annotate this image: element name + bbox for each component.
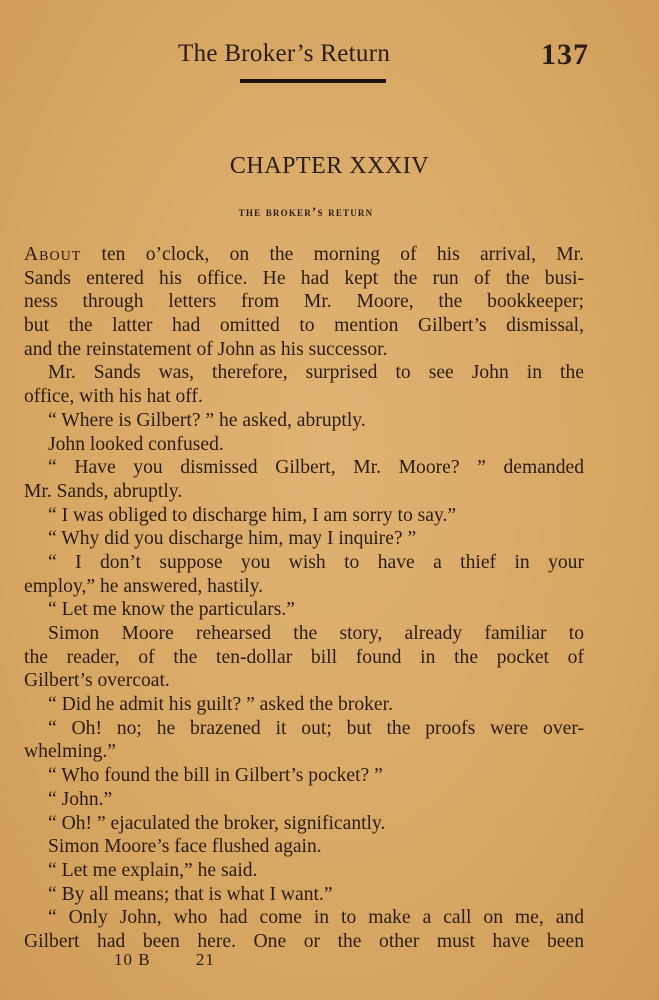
line-text: Simon Moore rehearsed the story, already familiar to bbox=[48, 623, 584, 644]
signature-right: 21 bbox=[195, 950, 215, 969]
text-line bbox=[24, 243, 584, 267]
line-text: “ I was obliged to discharge him, I am sorry to say.” bbox=[48, 504, 457, 526]
line-text: “ John.” bbox=[48, 788, 113, 810]
line-text: “ Let me explain,” he said. bbox=[48, 859, 258, 881]
line-text: “ Oh! ” ejaculated the broker, significantly. bbox=[48, 812, 386, 834]
text-line bbox=[24, 717, 584, 741]
drop-lead-word: About bbox=[24, 244, 82, 265]
line-text: Mr. Sands, abruptly. bbox=[24, 480, 183, 502]
text-line bbox=[24, 883, 584, 907]
text-line bbox=[24, 385, 584, 409]
header-rule bbox=[240, 79, 386, 83]
text-line bbox=[24, 551, 584, 575]
chapter-subtitle: the broker’s return bbox=[238, 204, 374, 219]
line-text: “ By all means; that is what I want.” bbox=[48, 883, 333, 905]
line-text: “ Did he admit his guilt? ” asked the broker. bbox=[48, 694, 393, 716]
text-line bbox=[24, 290, 584, 314]
signature-left: 10 B bbox=[114, 950, 151, 969]
text-line bbox=[24, 598, 584, 622]
line-text: employ,” he answered, hastily. bbox=[24, 575, 264, 597]
page-number: 137 bbox=[541, 38, 589, 71]
line-text: the reader, of the ten-dollar bill found in the pocket of bbox=[24, 646, 584, 668]
text-line bbox=[24, 669, 584, 693]
text-line bbox=[24, 646, 584, 670]
text-line bbox=[24, 338, 584, 362]
text-line bbox=[24, 693, 584, 717]
line-text: “ Who found the bill in Gilbert’s pocket? ” bbox=[48, 765, 383, 787]
chapter-title: CHAPTER XXXIV bbox=[229, 153, 430, 179]
text-line bbox=[24, 456, 584, 480]
text-line bbox=[24, 835, 584, 859]
line-text: “ Why did you discharge him, may I inquire? ” bbox=[48, 528, 417, 550]
text-line bbox=[24, 575, 584, 599]
text-line bbox=[24, 788, 584, 812]
line-text: Sands entered his office. He had kept the run of the busi- bbox=[24, 267, 584, 289]
text-line bbox=[24, 812, 584, 836]
line-text: Gilbert had been here. One or the other must have been bbox=[24, 930, 584, 952]
line-text: office, with his hat off. bbox=[24, 386, 203, 408]
line-text: but the latter had omitted to mention Gilbert’s dismissal, bbox=[24, 315, 584, 337]
line-text: “ Have you dismissed Gilbert, Mr. Moore? ” demanded bbox=[48, 457, 584, 479]
text-line bbox=[24, 740, 584, 764]
text-line bbox=[24, 267, 584, 291]
line-text: “ Oh! no; he brazened it out; but the proofs were over- bbox=[48, 717, 584, 739]
line-text: “ Where is Gilbert? ” he asked, abruptly. bbox=[48, 409, 366, 431]
line-text: “ I don’t suppose you wish to have a thief in your bbox=[48, 551, 584, 573]
text-line bbox=[24, 527, 584, 551]
text-line bbox=[24, 504, 584, 528]
chapter-body-text bbox=[24, 243, 584, 954]
text-line bbox=[24, 480, 584, 504]
text-line bbox=[24, 433, 584, 457]
printer-signature-mark bbox=[114, 950, 255, 970]
running-title: The Broker’s Return bbox=[178, 40, 391, 67]
text-line bbox=[24, 409, 584, 433]
line-text: ten o’clock, on the morning of his arrival, Mr. bbox=[101, 244, 584, 265]
text-line bbox=[24, 930, 584, 954]
text-line bbox=[24, 314, 584, 338]
line-text: John looked confused. bbox=[48, 433, 224, 455]
line-text: “ Only John, who had come in to make a call on me, and bbox=[48, 907, 584, 929]
text-line bbox=[24, 622, 584, 646]
running-head bbox=[0, 36, 659, 76]
text-line bbox=[24, 906, 584, 930]
line-text: Mr. Sands was, therefore, surprised to see John in the bbox=[48, 362, 584, 384]
line-text: Simon Moore’s face flushed again. bbox=[48, 836, 322, 858]
line-text: “ Let me know the particulars.” bbox=[48, 599, 295, 621]
line-text: ness through letters from Mr. Moore, the bookkeeper; bbox=[24, 291, 584, 313]
line-text: Gilbert’s overcoat. bbox=[24, 670, 170, 692]
text-line bbox=[24, 361, 584, 385]
text-line bbox=[24, 859, 584, 883]
line-text: and the reinstatement of John as his successor. bbox=[24, 338, 388, 360]
line-text: whelming.” bbox=[24, 741, 116, 763]
text-line bbox=[24, 764, 584, 788]
